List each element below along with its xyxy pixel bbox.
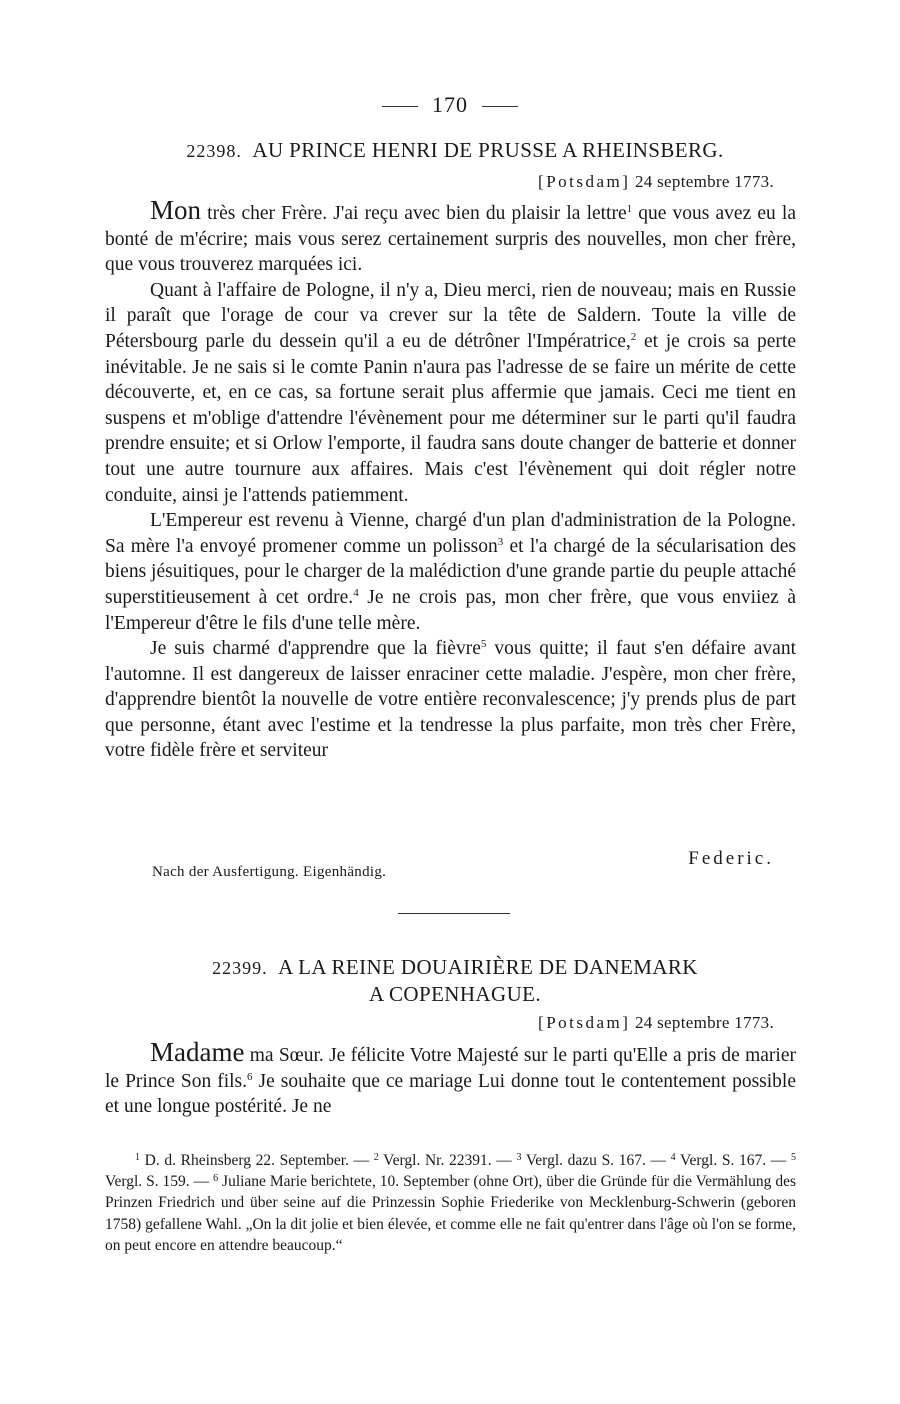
footnote-marker-1: 1 [135, 1152, 140, 1163]
letter1-p1-text-a: très cher Frère. J'ai reçu avec bien du plaisir la lettre [201, 203, 627, 224]
letter1-number: 22398. [186, 141, 242, 161]
letter2-p1-text-b: Je souhaite que ce mariage Lui donne tout le contentement possible et une longue postérité. Je ne [105, 1070, 797, 1118]
letter1-p3-text-c: Je ne crois pas, mon cher frère, que vous enviiez à l'Empereur d'être le fils d'une telle mère. [105, 586, 796, 634]
footnote-marker-4: 4 [670, 1152, 676, 1163]
letter2-p1-text-a: ma Sœur. Je félicite Votre Majesté sur le parti qu'Elle a pris de marier le Prince Son fils. [105, 1045, 796, 1092]
footnotes [105, 1150, 796, 1256]
letter1-p3-text-b: et l'a chargé de la sécularisation des biens jésuitiques, pour le charger de la malédiction d'une grande partie du peuple attaché superstitieusement à cet ordre. [105, 535, 796, 608]
footnote-ref-4: 4 [353, 586, 359, 599]
letter2-title-line1: A LA REINE DOUAIRIÈRE DE DANEMARK [278, 955, 698, 979]
letter2-dateline [538, 1013, 774, 1033]
page-number-text: 170 [432, 92, 468, 117]
letter2-title-line2: A COPENHAGUE. [368, 982, 542, 1006]
letter2-body [105, 1037, 797, 1120]
footnote-ref-2: 2 [630, 330, 637, 343]
footnote-2: Vergl. Nr. 22391. — [383, 1152, 517, 1169]
letter1-paragraph-3 [105, 508, 796, 636]
letter1-signature: Federic. [688, 848, 774, 869]
letter1-p2-text-a: Quant à l'affaire de Pologne, il n'y a, Dieu merci, rien de nouveau; mais en Russie il paraît que l'orage de cour va crever sur la tête de Saldern. Toute la ville de Pétersbourg parle du dessein qu'il a eu de détrôner l'Impératrice, [105, 279, 796, 352]
letter2-date: 24 septembre 1773. [634, 1013, 774, 1032]
letter1-body [105, 195, 797, 764]
footnotes-text [105, 1150, 796, 1256]
footnote-ref-3: 3 [497, 535, 504, 548]
page-number-dash-left [382, 106, 418, 107]
letter1-p3-text-a: L'Empereur est revenu à Vienne, chargé d'un plan d'administration de la Pologne. Sa mère l'a envoyé promener comme un polisson [105, 510, 796, 557]
letter1-date: 24 septembre 1773. [634, 172, 774, 191]
letter1-p4-text-a: Je suis charmé d'apprendre que la fièvre [150, 638, 481, 660]
letter2-number: 22399. [212, 958, 268, 978]
section-divider [398, 913, 510, 914]
letter1-date-place: [Potsdam] [538, 172, 631, 191]
page-number-dash-right [482, 106, 518, 107]
footnote-marker-6: 6 [213, 1173, 219, 1185]
footnote-ref-5: 5 [480, 638, 487, 651]
letter2-salutation: Madame [150, 1037, 245, 1067]
footnote-marker-3: 3 [516, 1152, 522, 1163]
letter1-source-note: Nach der Ausfertigung. Eigenhändig. [152, 864, 387, 880]
letter1-paragraph-2 [105, 278, 796, 508]
footnote-6: Juliane Marie berichtete, 10. September (ohne Ort), über die Gründe für die Vermählung des Prinzen Friedrich und über seine auf die Prinzessin Sophie Friederike von Mecklenburg-Schwerin (geboren 1758) gefallene Wahl. „On la dit jolie et bien élevée, et comme elle ne fait qu'entrer dans l'âge où l'on se forme, on peut encore en attendre beaucoup.“ [105, 1173, 796, 1254]
footnote-1: D. d. Rheinsberg 22. September. — [144, 1152, 374, 1169]
footnote-ref-1: 1 [626, 203, 633, 215]
footnote-5: Vergl. S. 159. — [105, 1173, 214, 1191]
letter1-title: AU PRINCE HENRI DE PRUSSE A RHEINSBERG. [252, 138, 724, 162]
letter2-date-place: [Potsdam] [538, 1013, 631, 1032]
footnote-marker-2: 2 [373, 1152, 379, 1163]
letter1-dateline [538, 172, 774, 192]
footnote-ref-6: 6 [247, 1070, 253, 1083]
page-number [0, 92, 900, 118]
letter1-p1-text-b: que vous avez eu la bonté de m'écrire; mais vous serez certainement surpris des nouvelles, mon cher frère, que vous trouverez marquées ici. [105, 203, 796, 276]
letter1-salutation: Mon [150, 195, 202, 225]
letter2-heading [105, 954, 805, 1007]
letter1-p4-text-b: vous quitte; il faut s'en défaire avant l'automne. Il est dangereux de laisser enraciner cette maladie. J'espère, mon cher frère, d'apprendre bientôt la nouvelle de votre entière reconvalescence; j'y prends plus de part que personne, étant avec l'estime et la tendresse la plus parfaite, mon très cher Frère, votre fidèle frère et serviteur [105, 638, 797, 762]
letter2-paragraph-1 [105, 1037, 797, 1120]
letter1-heading [105, 137, 805, 164]
letter1-paragraph-1 [105, 195, 796, 278]
footnote-4: Vergl. S. 167. — [680, 1152, 791, 1169]
letter1-paragraph-4 [105, 636, 796, 764]
footnote-marker-5: 5 [790, 1152, 796, 1163]
footnote-3: Vergl. dazu S. 167. — [525, 1152, 671, 1169]
letter1-p2-text-b: et je crois sa perte inévitable. Je ne sais si le comte Panin n'aura pas l'adresse de se faire un mérite de cette découverte, et, en ce cas, sa fortune serait plus affermie que jamais. Ceci me tient en suspens et m'oblige d'attendre l'évènement pour me déterminer sur le parti qu'il faudra prendre ensuite; et si Orlow l'emporte, il faudra sans doute changer de batterie et donner tout une autre tournure aux affaires. Mais c'est l'évènement qui doit régler notre conduite, ainsi je l'attends patiemment. [105, 330, 796, 506]
